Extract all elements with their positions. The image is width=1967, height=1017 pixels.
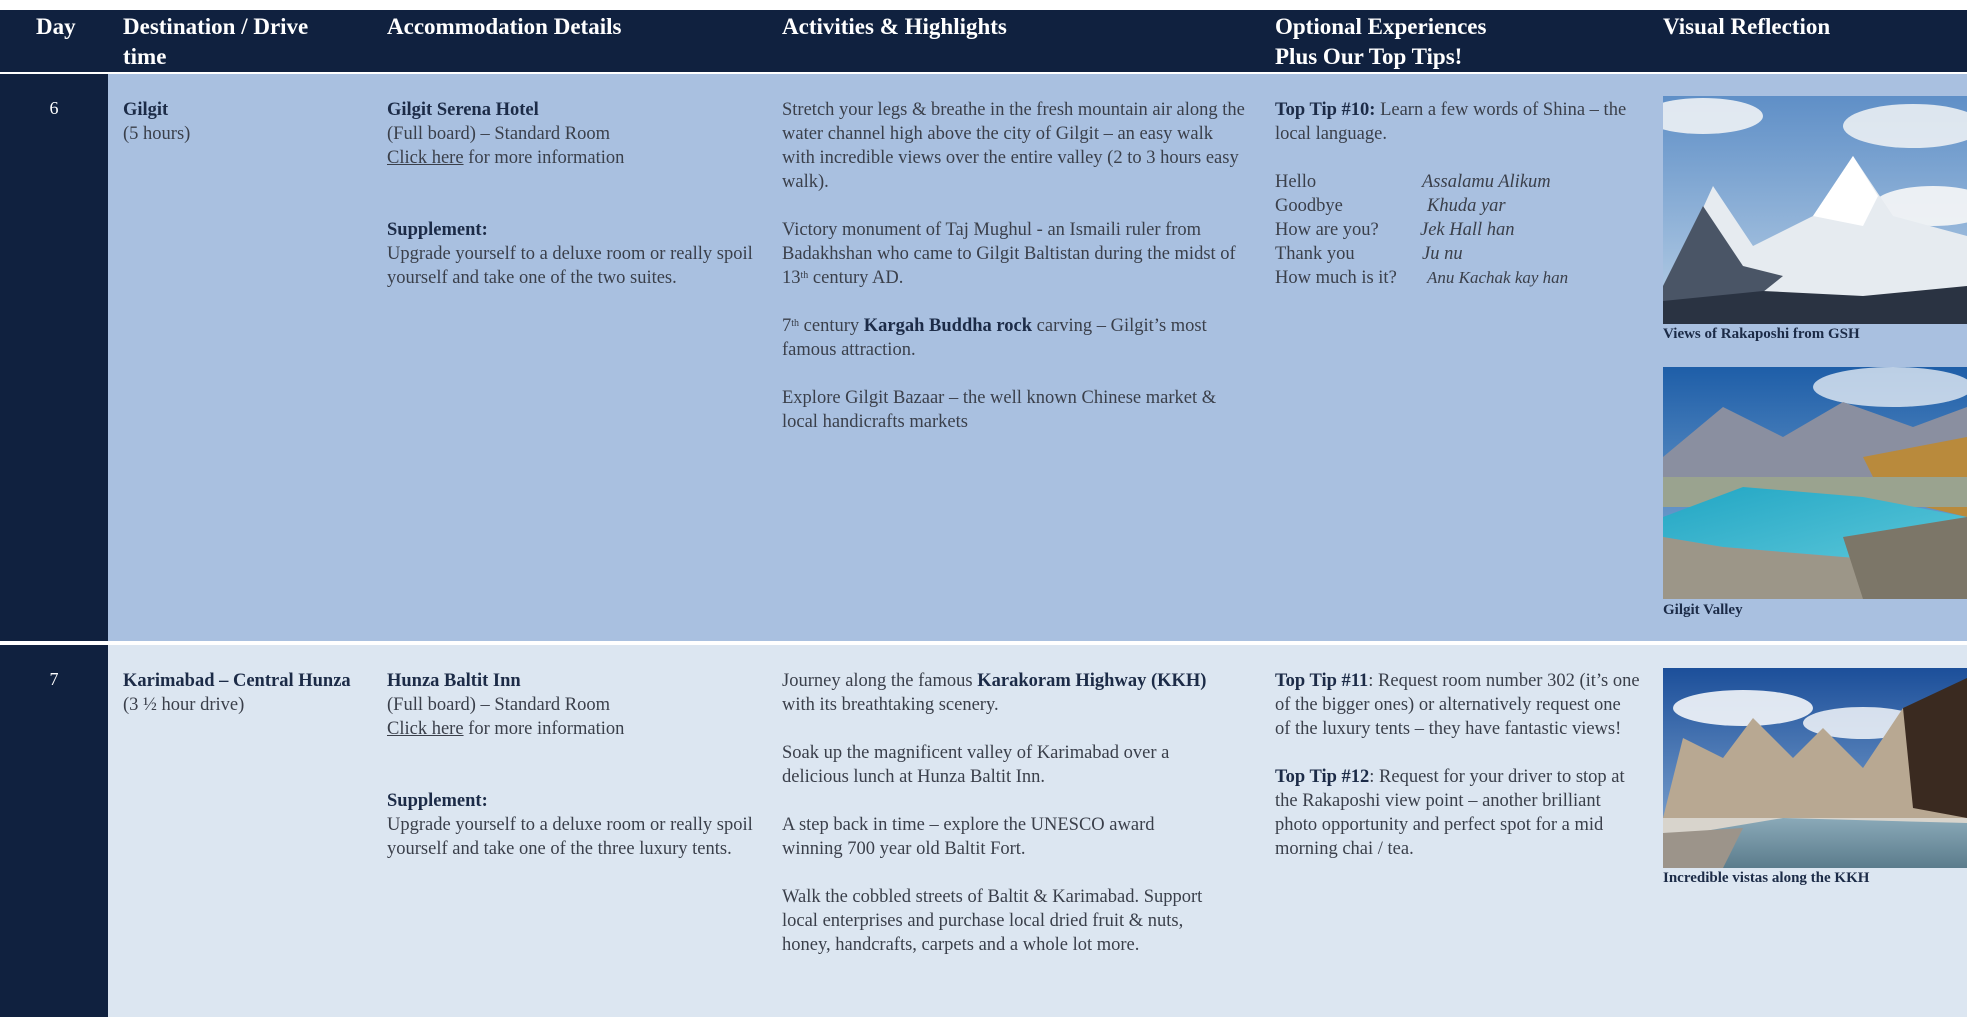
destination-cell (123, 669, 353, 717)
optional-cell (1275, 98, 1635, 290)
top-tip: Top Tip #12: Request for your driver to stop at the Rakaposhi view point – another brilliant photo opportunity and perfect spot for a mid morning chai / tea. (1275, 767, 1625, 859)
board-type: (Full board) – Standard Room (387, 695, 611, 715)
photo-caption: Gilgit Valley (1663, 602, 1743, 618)
table-row (0, 645, 1967, 1017)
more-info-line: Click here for more information (387, 719, 625, 739)
activity-item: Soak up the magnificent valley of Karimabad over a delicious lunch at Hunza Baltit Inn. (782, 743, 1170, 787)
phrase-row: How much is it? Anu Kachak kay han (1275, 268, 1569, 288)
day-number: 7 (0, 645, 108, 1017)
hotel-name: Gilgit Serena Hotel (387, 100, 539, 120)
drive-time: (3 ½ hour drive) (123, 695, 245, 715)
supplement-text: Upgrade yourself to a deluxe room or really spoil yourself and take one of the two suites. (387, 244, 753, 288)
header-activities: Activities & Highlights (782, 14, 1007, 39)
activities-cell (782, 669, 1212, 957)
destination-name: Gilgit (123, 100, 169, 120)
activity-item: Journey along the famous Karakoram Highway (KKH) with its breathtaking scenery. (782, 671, 1207, 715)
optional-cell (1275, 669, 1640, 861)
photo-caption: Views of Rakaposhi from GSH (1663, 326, 1860, 342)
click-here-link[interactable]: Click here (387, 148, 464, 168)
header-optional: Optional Experiences Plus Our Top Tips! (1275, 14, 1487, 69)
activity-item: A step back in time – explore the UNESCO award winning 700 year old Baltit Fort. (782, 815, 1155, 859)
supplement-title: Supplement: (387, 220, 488, 240)
table-row (0, 74, 1967, 641)
phrase-row: Goodbye Khuda yar (1275, 196, 1506, 216)
header-accommodation: Accommodation Details (387, 14, 622, 39)
board-type: (Full board) – Standard Room (387, 124, 611, 144)
rakaposhi-photo (1663, 96, 1967, 324)
photo-caption: Incredible vistas along the KKH (1663, 870, 1870, 886)
supplement-text: Upgrade yourself to a deluxe room or really spoil yourself and take one of the three luxury tents. (387, 815, 753, 859)
gilgit-valley-photo (1663, 367, 1967, 599)
more-info-line: Click here for more information (387, 148, 625, 168)
hotel-name: Hunza Baltit Inn (387, 671, 521, 691)
activity-item: Explore Gilgit Bazaar – the well known Chinese market & local handicrafts markets (782, 388, 1217, 432)
accommodation-cell (387, 669, 759, 861)
header-visual: Visual Reflection (1663, 14, 1831, 39)
header-day: Day (36, 14, 76, 39)
phrase-row: How are you? Jek Hall han (1275, 220, 1515, 240)
activity-item: 7th century Kargah Buddha rock carving – Gilgit’s most famous attraction. (782, 316, 1207, 360)
table-header (0, 10, 1967, 72)
kkh-photo (1663, 668, 1967, 868)
header-destination: Destination / Drive time (123, 14, 309, 69)
top-tip: Top Tip #11: Request room number 302 (it’s one of the bigger ones) or alternatively request one of the luxury tents – they have fantastic views! (1275, 671, 1640, 739)
phrase-row: Thank you Ju nu (1275, 244, 1463, 264)
activities-cell (782, 98, 1247, 434)
drive-time: (5 hours) (123, 124, 191, 144)
day-number: 6 (0, 74, 108, 641)
destination-cell (123, 98, 353, 146)
activity-item: Walk the cobbled streets of Baltit & Karimabad. Support local enterprises and purchase local dried fruit & nuts, honey, handcrafts, carpets and a whole lot more. (782, 887, 1203, 955)
click-here-link[interactable]: Click here (387, 719, 464, 739)
destination-name: Karimabad – Central Hunza (123, 671, 351, 691)
top-tip: Top Tip #10: Learn a few words of Shina – the local language. (1275, 100, 1627, 144)
supplement-title: Supplement: (387, 791, 488, 811)
activity-item: Victory monument of Taj Mughul - an Ismaili ruler from Badakhshan who came to Gilgit Baltistan during the midst of 13th century AD. (782, 220, 1236, 288)
accommodation-cell (387, 98, 759, 290)
activity-item: Stretch your legs & breathe in the fresh mountain air along the water channel high above the city of Gilgit – an easy walk with incredible views over the entire valley (2 to 3 hours easy walk). (782, 100, 1245, 192)
phrase-row: Hello Assalamu Alikum (1275, 172, 1551, 192)
